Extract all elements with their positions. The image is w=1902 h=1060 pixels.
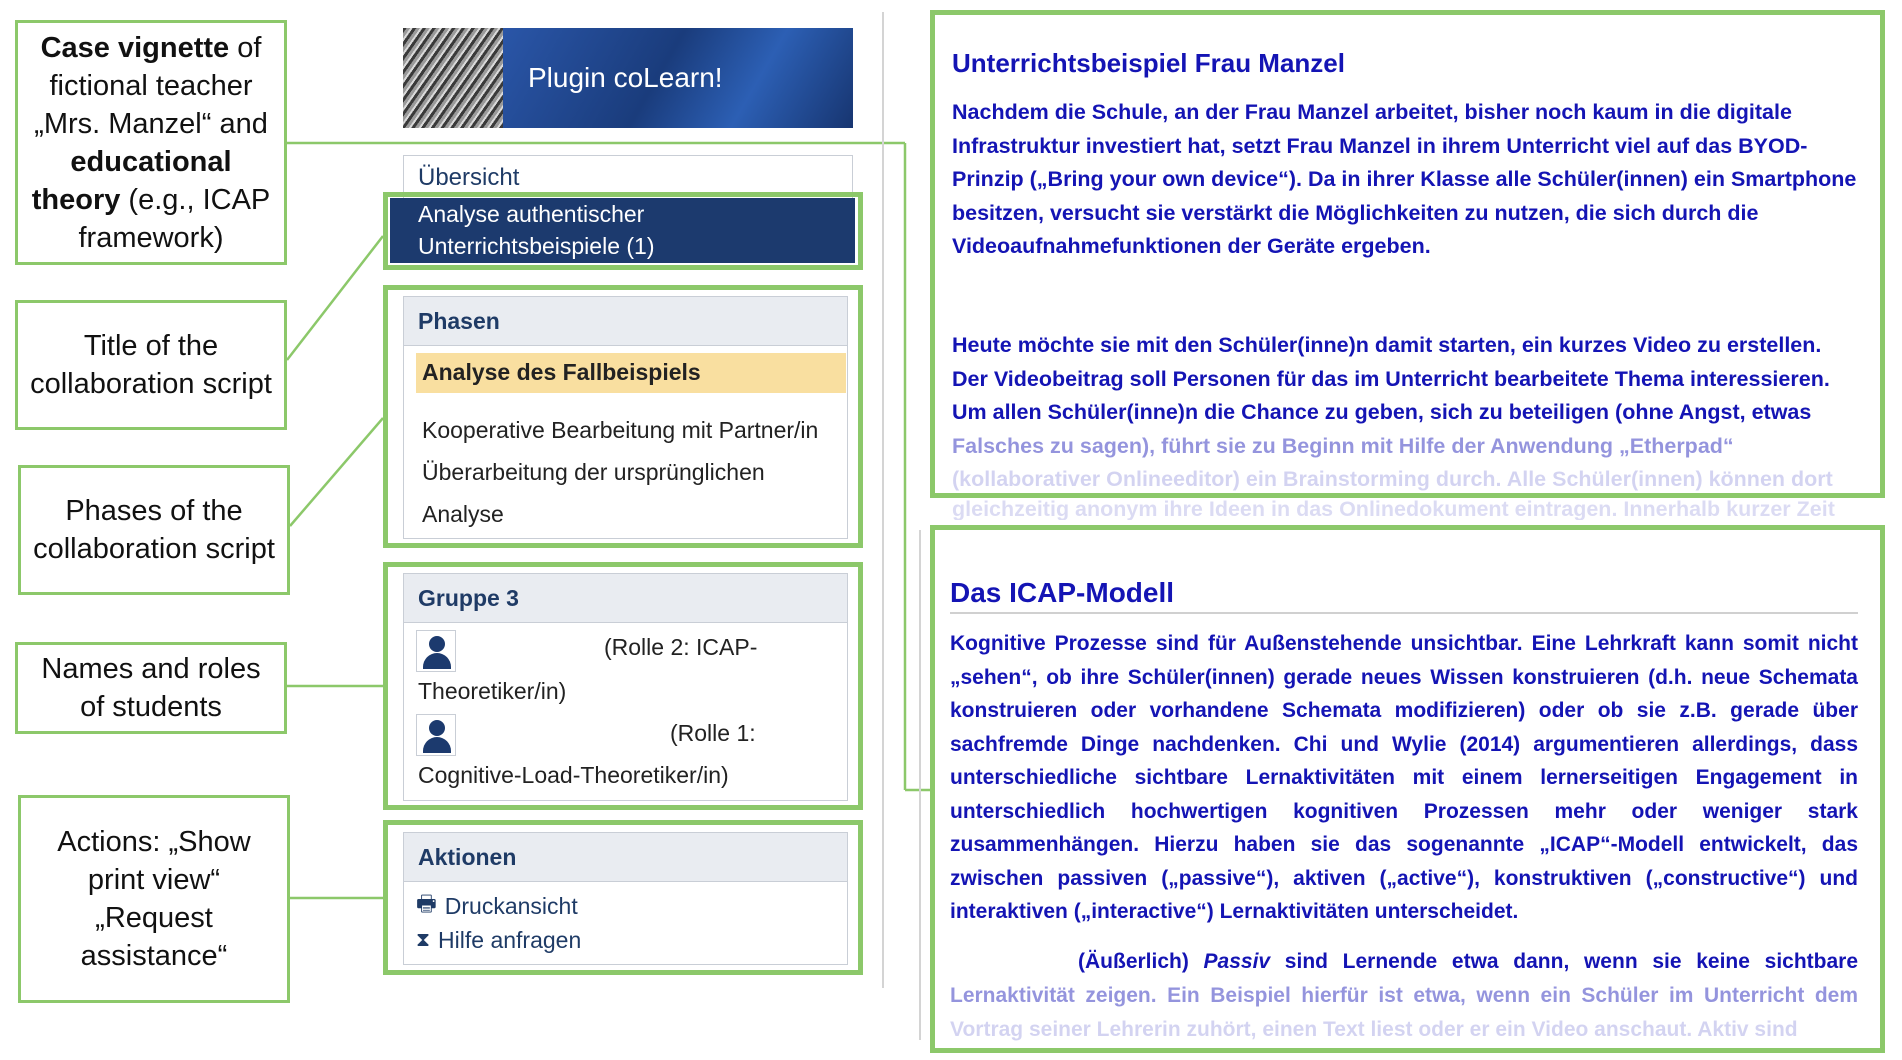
icap-line: konstruieren oder vorhandene Schemata modifizieren) oder ob sie z.B. gerade über (950, 699, 1858, 722)
nav-active-line1: Analyse authentischer (418, 201, 645, 227)
icap-p2-italic: Passiv (1203, 950, 1271, 973)
vignette-line: Nachdem die Schule, an der Frau Manzel arbeitet, bisher noch kaum in die digitale (952, 100, 1792, 124)
actions-panel (403, 832, 848, 965)
vignette-line-faded: (kollaborativer Onlineeditor) ein Brainstorming durch. Alle Schüler(innen) können dort (952, 467, 1833, 491)
callout-names-roles (15, 642, 287, 734)
phase-item-3-line1[interactable]: Überarbeitung der ursprünglichen (422, 459, 765, 485)
vignette-line-below: gleichzeitig anonym ihre Ideen in das Onlinedokument eintragen. Innerhalb kurzer Zeit (952, 498, 1835, 520)
callout-title-script (15, 300, 287, 430)
banner-text: Plugin coLearn! (528, 62, 723, 93)
icap-line: zwischen passiven („passive“), aktiven („active“), konstruktiven („constructive“) und (950, 866, 1858, 890)
icap-line-faded: Lernaktivität zeigen. Ein Beispiel hierfür ist etwa, wenn ein Schüler im Unterricht dem (950, 984, 1858, 1007)
group-panel (403, 573, 848, 801)
vignette-line: besitzen, versucht sie verstärkt die Möglichkeiten zu nutzen, die sich durch die (952, 200, 1759, 225)
icap-title: Das ICAP-Modell (950, 577, 1175, 608)
icap-line: unterschiedliche sichtbare Lernaktivitäten mit einem lernerseitigen Engagement in (950, 766, 1858, 789)
vignette-panel (952, 22, 1872, 492)
icap-paragraph-1 (950, 627, 1858, 895)
callout-title-script-text: Title of the collaboration script (30, 330, 272, 400)
plugin-banner[interactable] (403, 28, 853, 128)
callout-case-vignette (15, 20, 287, 265)
phases-header: Phasen (404, 297, 847, 346)
request-assistance-label: Hilfe anfragen (438, 926, 582, 953)
vignette-line: Um allen Schüler(inne)n die Chance zu geben, sich zu beteiligen (ohne Angst, etwas (952, 400, 1812, 424)
phase-item-3-line2[interactable]: Analyse (422, 501, 504, 527)
callout-actions (18, 795, 290, 1003)
icap-paragraph-2 (1078, 945, 1858, 979)
icap-line: „sehen“, ob ihre Schüler(innen) gerade neues Wissen konstruieren (d.h. neue Schemata (950, 665, 1858, 689)
nav-active-line2: Unterrichtsbeispiele (1) (418, 233, 655, 259)
icap-panel (950, 535, 1865, 1045)
member1-role-cont: Theoretiker/in) (418, 678, 567, 704)
banner-photo (403, 28, 503, 128)
vignette-title: Unterrichtsbeispiel Frau Manzel (952, 48, 1345, 78)
member2-role-cont: Cognitive-Load-Theoretiker/in) (418, 762, 729, 788)
callout-case-bold-1: Case vignette (40, 31, 230, 64)
nav-overview-label: Übersicht (418, 164, 520, 191)
vignette-line: Videoaufnahmefunktionen der Geräte ergeben. (952, 234, 1431, 258)
user-icon (416, 630, 456, 672)
icap-line: unterschiedlich hochwertigen kognitiven Prozessen mehr oder weniger stark (950, 799, 1858, 823)
icap-p2-text-2: sind Lernende etwa dann, wenn sie keine sichtbare (1270, 950, 1859, 973)
vignette-line: Infrastruktur investiert hat, setzt Frau Manzel in ihrem Unterricht viel auf das BYOD- (952, 133, 1808, 158)
group-header: Gruppe 3 (404, 574, 847, 623)
vignette-paragraph-1 (952, 96, 1856, 264)
user-icon (416, 714, 456, 756)
vignette-line: Heute möchte sie mit den Schüler(inne)n damit starten, ein kurzes Video zu erstellen. (952, 333, 1822, 357)
icap-line-faded: Vortrag seiner Lehrerin zuhört, einen Text liest oder er ein Video anschaut. Aktiv sind (950, 1018, 1798, 1041)
phases-panel (403, 296, 848, 539)
icap-line: zusammenhängen. Hierzu haben sie das sogenannte „ICAP“-Modell entwickelt, das (950, 833, 1858, 856)
icap-line: interaktiven („interactive“) Lernaktivitäten unterscheidet. (950, 900, 1519, 923)
actions-header: Aktionen (404, 833, 847, 882)
printer-icon: 🖶 (416, 891, 437, 916)
member2-role: (Rolle 1: (670, 720, 756, 746)
vignette-paragraph-2 (952, 329, 1833, 492)
nav-active-script-title[interactable] (390, 198, 855, 263)
callout-actions-text: Actions: „Show print view“ „Request assistance“ (57, 826, 251, 972)
callout-names-roles-text: Names and roles of students (41, 653, 261, 723)
callout-phases-script-text: Phases of the collaboration script (33, 495, 275, 565)
phase-item-active-label: Analyse des Fallbeispiels (422, 359, 701, 385)
icap-title-divider (950, 612, 1858, 614)
icap-line: Kognitive Prozesse sind für Außenstehende unsichtbar. Eine Lehrkraft kann somit nicht (950, 632, 1858, 655)
vignette-line: Prinzip („Bring your own device“). Da in ihrer Klasse alle Schüler(innen) ein Smartphone (952, 167, 1857, 191)
icap-p2-text-1: (Äußerlich) (1078, 950, 1204, 973)
request-assistance-button[interactable] (416, 925, 581, 955)
member1-role: (Rolle 2: ICAP- (604, 634, 758, 660)
print-view-label: Druckansicht (444, 892, 578, 919)
phase-item-active[interactable] (416, 353, 846, 393)
print-view-button[interactable] (416, 891, 578, 921)
callout-case-text-2: (e.g., ICAP framework) (78, 183, 271, 254)
phase-item-2[interactable]: Kooperative Bearbeitung mit Partner/in (422, 417, 819, 443)
callout-case-text-1: of fictional teacher „Mrs. Manzel“ and (34, 31, 268, 140)
callout-phases-script (18, 465, 290, 595)
vignette-line: Der Videobeitrag soll Personen für das im Unterricht bearbeitete Thema interessieren. (952, 366, 1830, 391)
callout-case-bold-2: educational theory (31, 145, 232, 216)
help-icon: ⧗ (416, 928, 431, 951)
icap-line: sachfremde Dinge nachdenken. Chi und Wylie (2014) argumentieren allerdings, dass (950, 732, 1858, 756)
vignette-line-faded: Falsches zu sagen), führt sie zu Beginn mit Hilfe der Anwendung „Etherpad“ (952, 433, 1734, 458)
